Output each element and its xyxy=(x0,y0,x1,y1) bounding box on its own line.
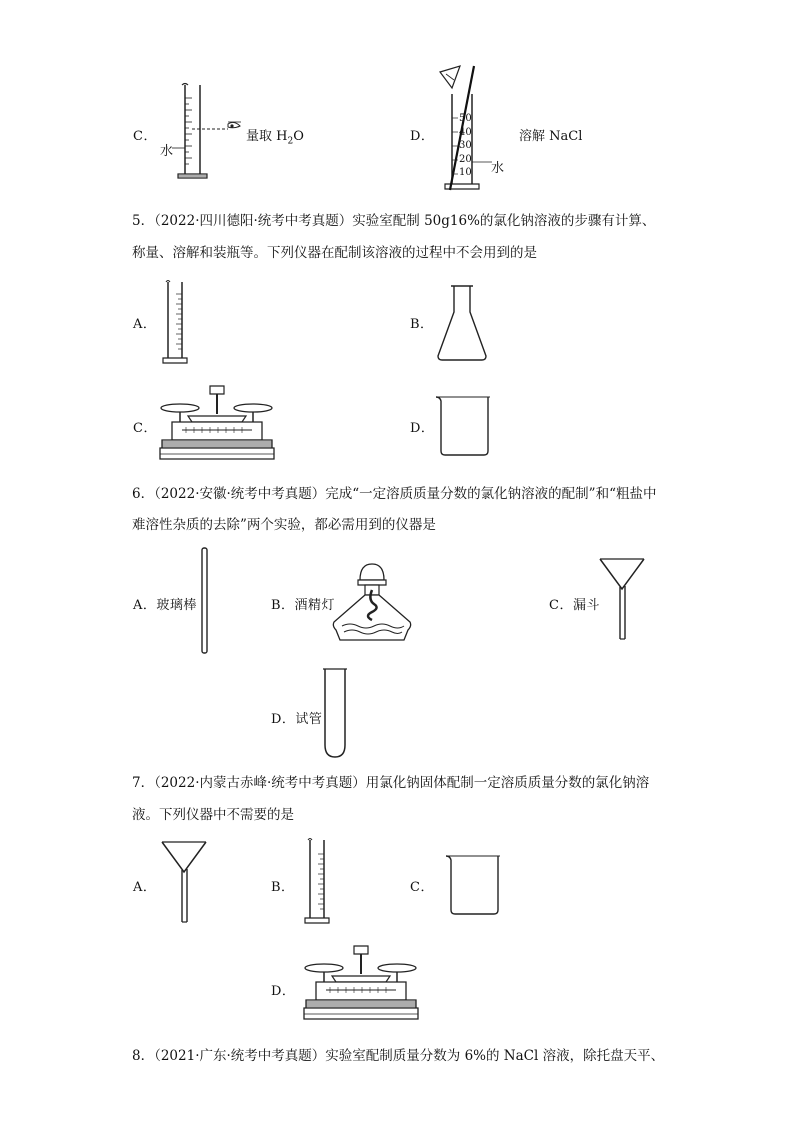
funnel-icon xyxy=(160,838,208,926)
glass-rod-icon xyxy=(198,546,212,656)
q5-option-d[interactable]: D． xyxy=(410,421,435,436)
d-cylinder-ticks xyxy=(459,112,472,180)
q6-stem-line2: 难溶性杂质的去除”两个实验，都必需用到的仪器是 xyxy=(132,517,436,533)
q7-option-b[interactable]: B． xyxy=(271,880,295,895)
q4-d-water-label: 水 xyxy=(491,161,505,176)
balance-scale-icon xyxy=(158,384,276,464)
q7-stem-line2: 液。下列仪器中不需要的是 xyxy=(132,807,294,823)
tick-label: 30 xyxy=(459,140,472,151)
graduated-cylinder-icon xyxy=(302,836,342,928)
q4-c-caption-text: 量取 H xyxy=(246,129,288,144)
q5-option-c[interactable]: C． xyxy=(133,421,157,436)
q7-stem-line1: 7．（2022·内蒙古赤峰·统考中考真题）用氯化钠固体配制一定溶质质量分数的氯化钠溶 xyxy=(132,775,650,791)
q8-stem-line1: 8．（2021·广东·统考中考真题）实验室配制质量分数为 6%的 NaCl 溶液，除托盘天平、 xyxy=(132,1048,665,1064)
test-tube-icon xyxy=(320,665,350,760)
q4-c-water-label: 水 xyxy=(160,144,174,159)
q4-c-caption xyxy=(246,125,304,147)
q5-stem-line1: 5．（2022·四川德阳·统考中考真题）实验室配制 50g16%的氯化钠溶液的步骤有计算、 xyxy=(132,213,656,229)
tick-label: 20 xyxy=(459,153,472,165)
q6-option-c[interactable]: C．漏斗 xyxy=(549,598,600,613)
q4-option-d-letter[interactable]: D． xyxy=(410,129,435,144)
q6-option-b[interactable]: B．酒精灯 xyxy=(271,598,336,613)
tick-label: 40 xyxy=(459,126,472,138)
graduated-cylinder-icon xyxy=(160,278,200,368)
tick-label: 10 xyxy=(459,167,472,178)
conical-flask-icon xyxy=(436,284,491,362)
q7-option-c[interactable]: C． xyxy=(410,880,434,895)
q7-option-a[interactable]: A． xyxy=(133,880,157,895)
tick-label: 50 xyxy=(459,113,472,124)
q4-option-c-letter[interactable]: C． xyxy=(133,129,157,144)
q6-stem-line1: 6．（2022·安徽·统考中考真题）完成“一定溶质质量分数的氯化钠溶液的配制”和“粗盐中 xyxy=(132,486,657,502)
q5-option-a[interactable]: A． xyxy=(133,317,157,332)
q5-option-b[interactable]: B． xyxy=(410,317,434,332)
cylinder-dissolving-icon xyxy=(432,62,512,197)
q7-option-d[interactable]: D． xyxy=(271,984,296,999)
q4-c-caption-sub: 2 xyxy=(287,136,294,147)
beaker-icon xyxy=(432,393,492,459)
q4-c-caption-tail: O xyxy=(293,129,304,144)
alcohol-lamp-icon xyxy=(328,560,412,644)
funnel-icon xyxy=(598,555,646,643)
beaker-icon xyxy=(442,852,502,918)
balance-scale-icon xyxy=(302,944,420,1024)
q6-option-d[interactable]: D．试管 xyxy=(271,712,323,727)
q6-option-a[interactable]: A．玻璃棒 xyxy=(133,598,197,613)
q5-stem-line2: 称量、溶解和装瓶等。下列仪器在配制该溶液的过程中不会用到的是 xyxy=(132,245,537,261)
q4-d-caption: 溶解 NaCl xyxy=(519,129,583,144)
